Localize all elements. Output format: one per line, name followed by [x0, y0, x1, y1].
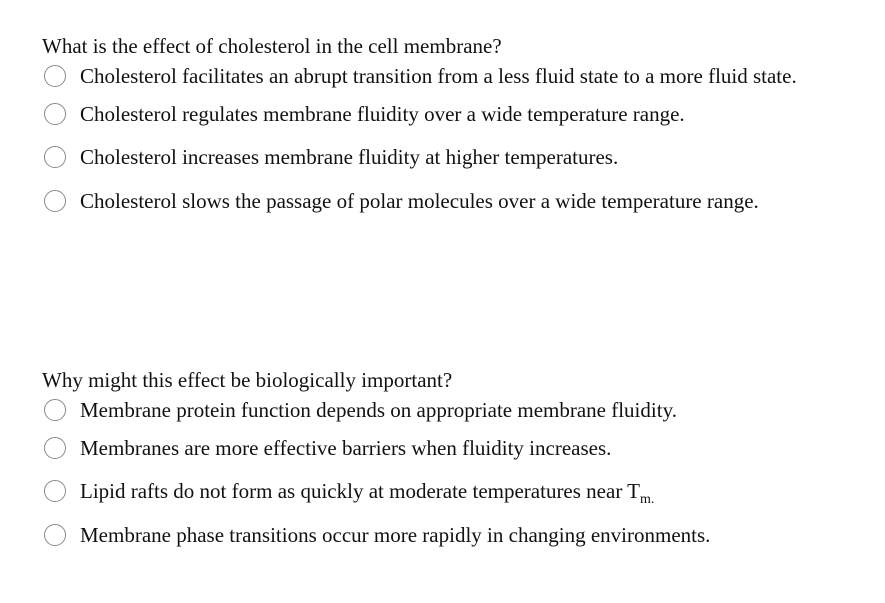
- option-label: Membranes are more effective barriers when fluidity increases.: [80, 435, 612, 460]
- question-2-option-2[interactable]: [0, 426, 885, 470]
- question-2-option-1[interactable]: [0, 394, 885, 426]
- subscript-m: m.: [640, 492, 655, 508]
- option-label: Cholesterol facilitates an abrupt transition from a less fluid state to a more fluid state.: [80, 64, 797, 88]
- question-1-option-2[interactable]: [0, 92, 885, 136]
- radio-button[interactable]: [44, 437, 66, 459]
- question-2-prompt: Why might this effect be biologically important?: [42, 368, 453, 392]
- question-2-option-3[interactable]: [0, 470, 885, 514]
- option-label: Cholesterol regulates membrane fluidity over a wide temperature range.: [80, 101, 685, 126]
- question-1-option-1[interactable]: [0, 60, 885, 92]
- question-1-option-3[interactable]: [0, 136, 885, 180]
- option-label: Membrane phase transitions occur more rapidly in changing environments.: [80, 522, 711, 547]
- option-label: Membrane protein function depends on appropriate membrane fluidity.: [80, 398, 677, 422]
- question-1-option-4[interactable]: [0, 179, 885, 223]
- radio-button[interactable]: [44, 480, 66, 502]
- question-2: [0, 366, 885, 557]
- option-label: Cholesterol increases membrane fluidity at higher temperatures.: [80, 145, 619, 170]
- radio-button[interactable]: [44, 65, 66, 87]
- radio-button[interactable]: [44, 103, 66, 125]
- question-1-options: [0, 60, 885, 223]
- question-1-prompt: What is the effect of cholesterol in the cell membrane?: [42, 34, 502, 58]
- option-label: [80, 478, 655, 508]
- question-1: [0, 32, 885, 223]
- option-label: Cholesterol slows the passage of polar molecules over a wide temperature range.: [80, 188, 759, 213]
- option-label-text: Lipid rafts do not form as quickly at moderate temperatures near T: [80, 479, 641, 504]
- radio-button[interactable]: [44, 146, 66, 168]
- radio-button[interactable]: [44, 524, 66, 546]
- radio-button[interactable]: [44, 399, 66, 421]
- question-2-options: [0, 394, 885, 557]
- question-2-option-4[interactable]: [0, 513, 885, 557]
- radio-button[interactable]: [44, 190, 66, 212]
